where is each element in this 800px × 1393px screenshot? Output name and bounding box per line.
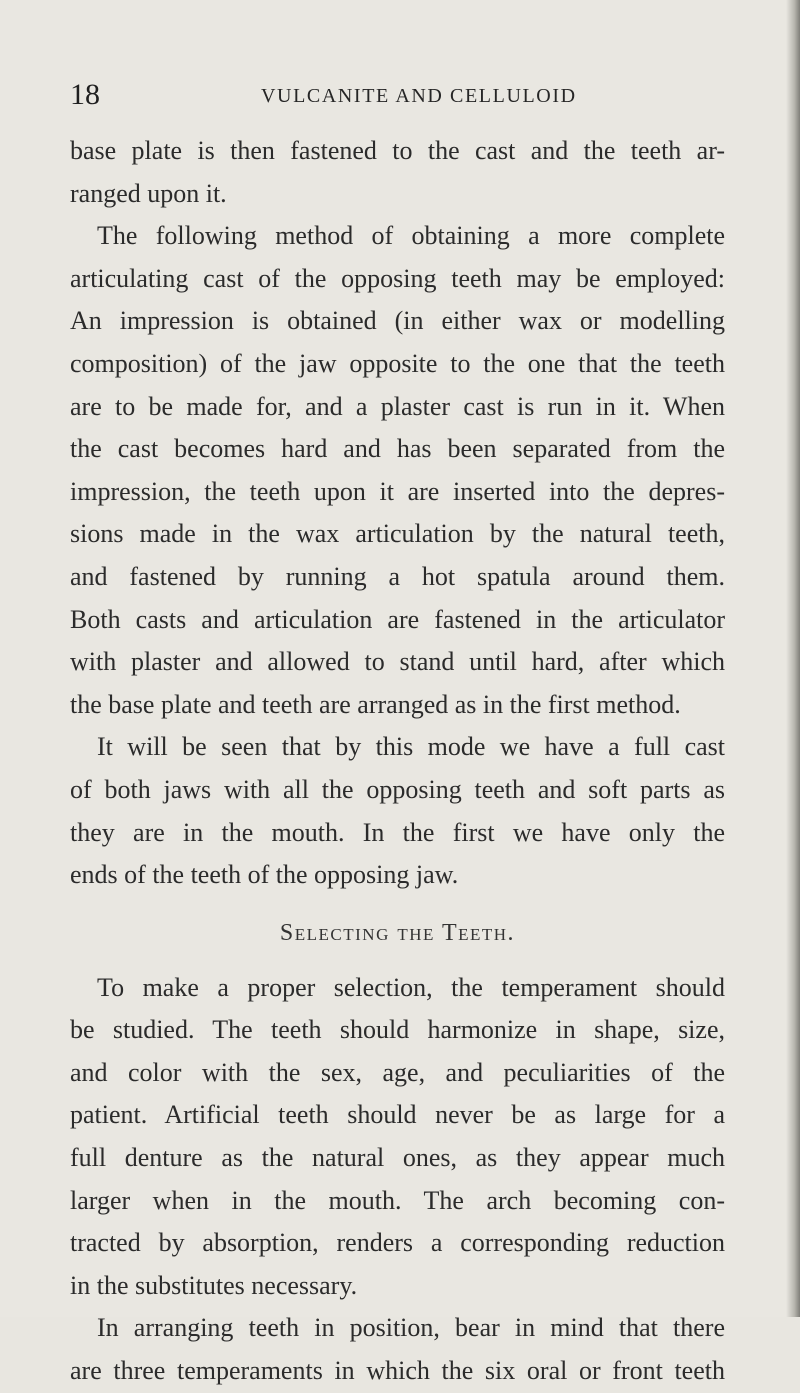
text-line: are three temperaments in which the six oral or front teeth: [70, 1356, 725, 1386]
text-line: articulating cast of the opposing teeth may be employed:: [70, 263, 725, 293]
section-heading: Selecting the Teeth.: [279, 919, 516, 946]
page-edge-shadow: [786, 0, 800, 1317]
text-line: full denture as the natural ones, as they appear much: [70, 1143, 725, 1173]
text-line: tracted by absorption, renders a corresponding reduction: [70, 1228, 725, 1258]
text-line: with plaster and allowed to stand until hard, after which: [70, 647, 725, 677]
text-line: and fastened by running a hot spatula around them.: [70, 561, 725, 591]
text-line: composition) of the jaw opposite to the one that the teeth: [70, 348, 725, 378]
text-line: be studied. The teeth should harmonize in shape, size,: [70, 1015, 725, 1045]
text-line: the cast becomes hard and has been separated from the: [70, 434, 725, 464]
running-title: VULCANITE AND CELLULOID: [261, 85, 577, 107]
page-header: [70, 78, 730, 112]
text-line: base plate is then fastened to the cast and the teeth ar-: [70, 136, 725, 165]
text-line: Both casts and articulation are fastened in the articulator: [70, 604, 725, 634]
text-line: larger when in the mouth. The arch becoming con-: [70, 1185, 725, 1215]
text-line: are to be made for, and a plaster cast is run in it. When: [70, 391, 725, 421]
text-line: An impression is obtained (in either wax or modelling: [70, 306, 725, 336]
text-line: The following method of obtaining a more complete: [97, 221, 725, 251]
text-line: in the substitutes necessary.: [70, 1270, 358, 1300]
text-line: of both jaws with all the opposing teeth and soft parts as: [70, 774, 725, 804]
text-line: sions made in the wax articulation by the natural teeth,: [70, 519, 725, 549]
page-number: 18: [70, 78, 100, 111]
text-line: and color with the sex, age, and peculiarities of the: [70, 1057, 725, 1087]
body-text: [70, 130, 725, 1393]
text-line: patient. Artificial teeth should never be as large for a: [70, 1100, 725, 1130]
text-line: In arranging teeth in position, bear in mind that there: [97, 1313, 725, 1343]
text-line: impression, the teeth upon it are inserted into the depres-: [70, 476, 725, 506]
text-line: the base plate and teeth are arranged as in the first method.: [70, 689, 681, 719]
text-line: It will be seen that by this mode we have a full cast: [97, 732, 725, 762]
text-line: ends of the teeth of the opposing jaw.: [70, 860, 459, 890]
text-line: ranged upon it.: [70, 178, 227, 208]
text-line: they are in the mouth. In the first we have only the: [70, 817, 725, 847]
text-line: To make a proper selection, the temperament should: [97, 972, 725, 1002]
